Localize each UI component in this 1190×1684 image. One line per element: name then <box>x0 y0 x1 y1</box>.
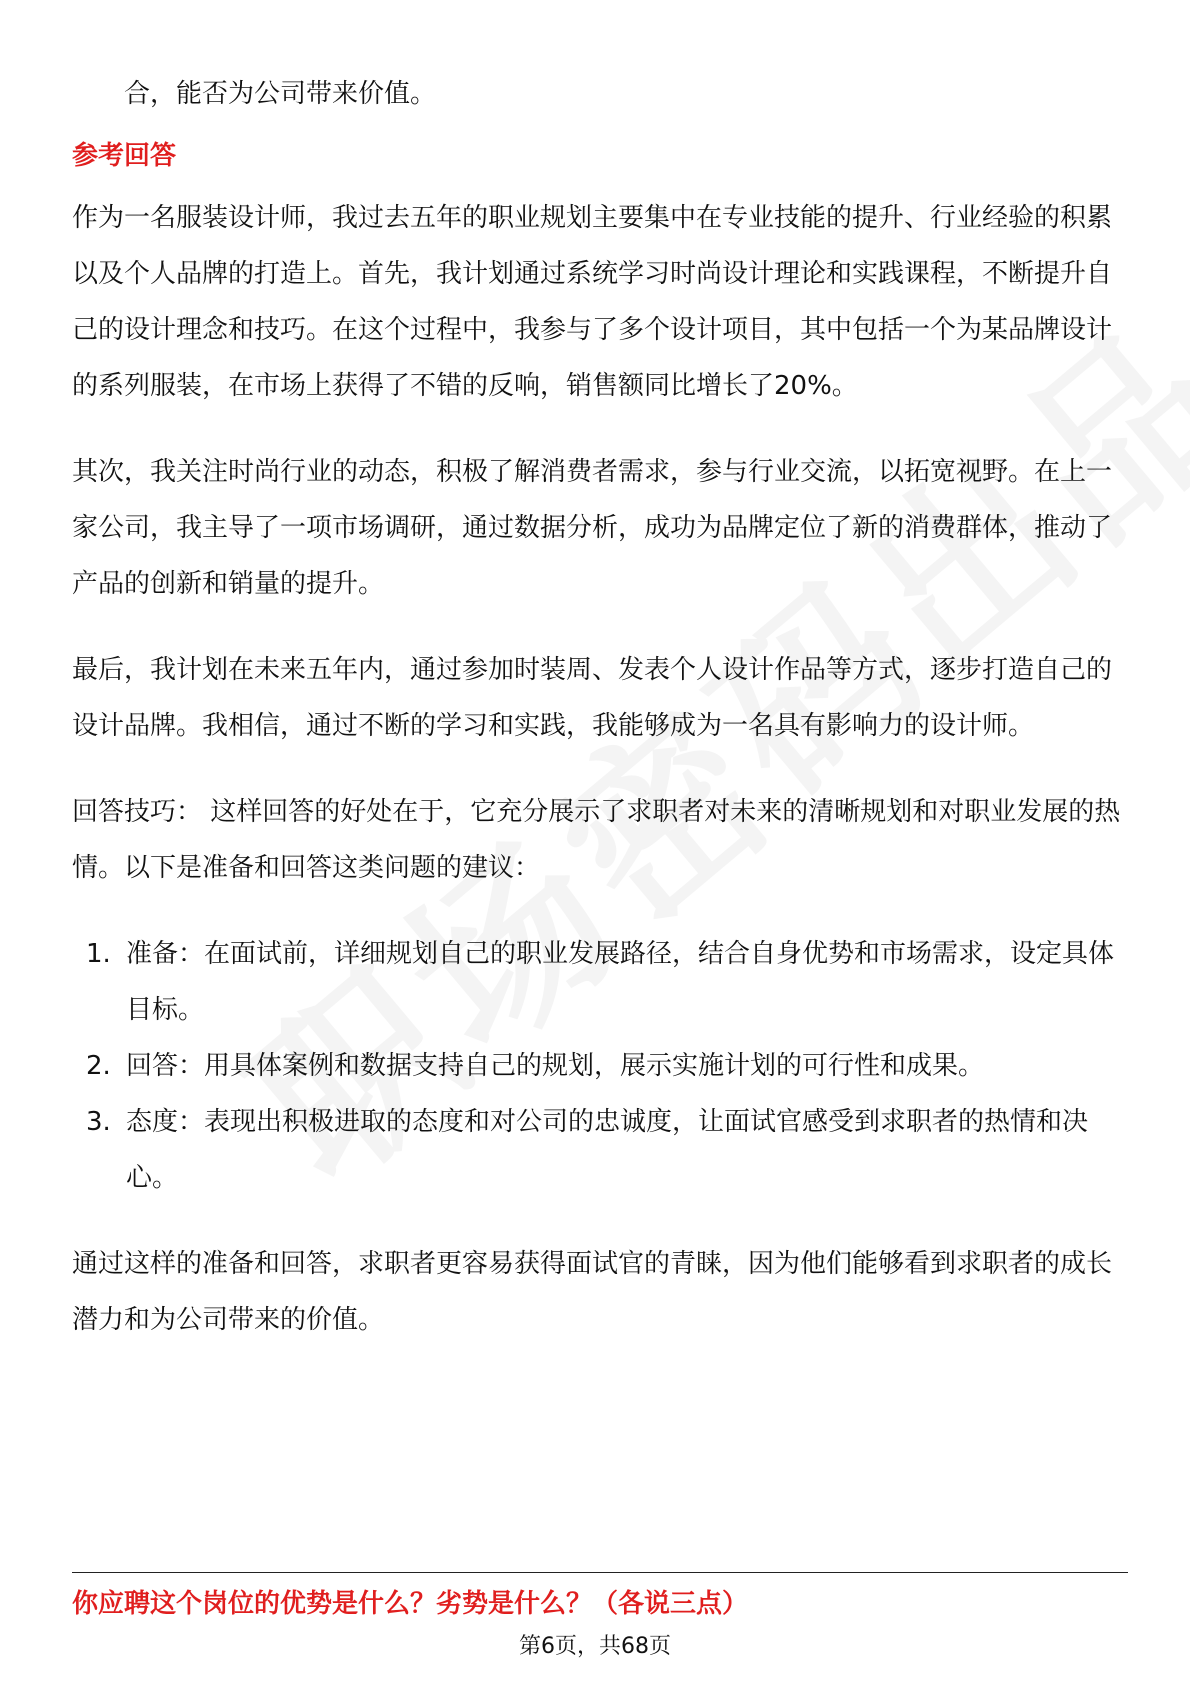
list-item-text: 回答：用具体案例和数据支持自己的规划，展示实施计划的可行性和成果。 <box>126 1051 985 1081</box>
answer-heading: 参考回答 <box>72 141 177 171</box>
list-item-number: 3. <box>86 1107 111 1137</box>
list-item-text: 准备：在面试前，详细规划自己的职业发展路径，结合自身优势和市场需求，设定具体目标。 <box>126 939 1115 1025</box>
list-item <box>72 926 1128 1038</box>
page-number: 第6页，共68页 <box>519 1634 671 1659</box>
list-item-number: 2. <box>86 1051 111 1081</box>
answer-paragraph-2: 其次，我关注时尚行业的动态，积极了解消费者需求，参与行业交流，以拓宽视野。在上一家公司，我主导了一项市场调研，通过数据分析，成功为品牌定位了新的消费群体，推动了产品的创新和销量的提升。 <box>72 457 1113 599</box>
list-item-number: 1. <box>86 939 111 969</box>
answer-paragraph-3: 最后，我计划在未来五年内，通过参加时装周、发表个人设计作品等方式，逐步打造自己的设计品牌。我相信，通过不断的学习和实践，我能够成为一名具有影响力的设计师。 <box>72 655 1113 741</box>
page-content <box>72 66 1128 1348</box>
list-item-text: 态度：表现出积极进取的态度和对公司的忠诚度，让面试官感受到求职者的热情和决心。 <box>126 1107 1089 1193</box>
intro-continuation: 合，能否为公司带来价值。 <box>124 79 437 109</box>
section-divider <box>72 1572 1128 1573</box>
next-question-heading: 你应聘这个岗位的优势是什么？劣势是什么？（各说三点） <box>72 1589 749 1619</box>
answer-paragraph-1: 作为一名服装设计师，我过去五年的职业规划主要集中在专业技能的提升、行业经验的积累以及个人品牌的打造上。首先，我计划通过系统学习时尚设计理论和实践课程，不断提升自己的设计理念和技巧。在这个过程中，我参与了多个设计项目，其中包括一个为某品牌设计的系列服装，在市场上获得了不错的反响，销售额同比增长了20%。 <box>72 203 1113 401</box>
list-item <box>72 1094 1128 1206</box>
list-item <box>72 1038 1128 1094</box>
tips-list <box>72 926 1128 1206</box>
tips-paragraph: 回答技巧： 这样回答的好处在于，它充分展示了求职者对未来的清晰规划和对职业发展的热情。以下是准备和回答这类问题的建议： <box>72 797 1121 883</box>
closing-paragraph: 通过这样的准备和回答，求职者更容易获得面试官的青睐，因为他们能够看到求职者的成长潜力和为公司带来的价值。 <box>72 1249 1113 1335</box>
